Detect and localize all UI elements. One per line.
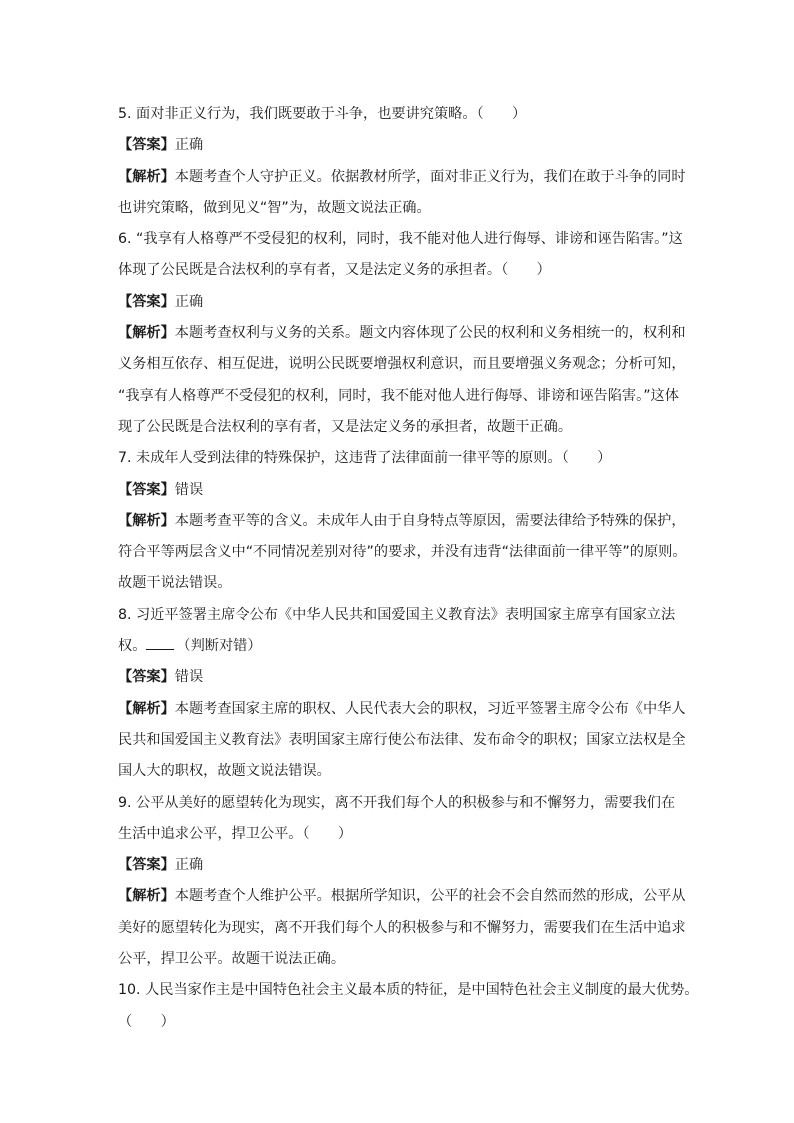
- analysis-text: 本题考查国家主席的职权、人民代表大会的职权，习近平签署主席令公布《中华人: [174, 700, 686, 717]
- answer-value: 错误: [174, 669, 204, 686]
- question-9-analysis: [118, 881, 688, 912]
- question-7-text: 7. 未成年人受到法律的特殊保护，这违背了法律面前一律平等的原则。（ ）: [118, 450, 612, 467]
- question-6-text: 6. “我享有人格尊严不受侵犯的权利，同时，我不能对他人进行侮辱、诽谤和诬告陷害。”这: [118, 231, 683, 248]
- answer-value: 正确: [174, 857, 204, 874]
- question-5-answer: [118, 130, 688, 161]
- analysis-tag: 【解析】: [118, 700, 175, 717]
- analysis-tag: 【解析】: [118, 168, 175, 185]
- analysis-line: “我享有人格尊严不受侵犯的权利，同时，我不能对他人进行侮辱、诽谤和诬告陷害。”这体: [118, 387, 679, 404]
- analysis-text: 本题考查个人守护正义。依据教材所学，面对非正义行为，我们在敢于斗争的同时: [174, 168, 686, 185]
- document-page: [118, 99, 699, 1038]
- analysis-text: 本题考查个人维护公平。根据所学知识，公平的社会不会自然而然的形成，公平从: [174, 888, 686, 905]
- question-6-text-cont: 体现了公民既是合法权利的享有者，又是法定义务的承担者。（ ）: [118, 262, 551, 279]
- question-9-text: 9. 公平从美好的愿望转化为现实，离不开我们每个人的积极参与和不懈努力，需要我们在: [118, 794, 676, 811]
- question-6-analysis: [118, 318, 688, 349]
- question-8-suffix: （判断对错）: [176, 638, 262, 655]
- analysis-text: 本题考查权利与义务的关系。题文内容体现了公民的权利和义务相统一的，权利和: [174, 325, 686, 342]
- question-7-answer: [118, 475, 688, 506]
- question-8-prefix: 权。: [118, 638, 147, 655]
- question-10-text-cont: （ ）: [118, 1013, 175, 1030]
- question-8-text: 8. 习近平签署主席令公布《中华人民共和国爱国主义教育法》表明国家主席享有国家立法: [118, 606, 676, 623]
- question-8-text-cont: [118, 631, 688, 662]
- answer-tag: 【答案】: [118, 857, 175, 874]
- analysis-line: 现了公民既是合法权利的享有者，又是法定义务的承担者，故题干正确。: [118, 418, 573, 435]
- analysis-text: 本题考查平等的含义。未成年人由于自身特点等原因，需要法律给予特殊的保护，: [174, 512, 686, 529]
- question-9-answer: [118, 850, 688, 881]
- analysis-line: 义务相互依存、相互促进，说明公民既要增强权利意识，而且要增强义务观念；分析可知，: [118, 356, 686, 373]
- question-9-text-cont: 生活中追求公平，捍卫公平。（ ）: [118, 825, 353, 842]
- analysis-line: 民共和国爱国主义教育法》表明国家主席行使公布法律、发布命令的职权；国家立法权是全: [118, 731, 686, 748]
- answer-value: 正确: [174, 137, 204, 154]
- answer-blank[interactable]: [146, 635, 174, 650]
- analysis-line: 也讲究策略，做到见义“智”为，故题文说法正确。: [118, 199, 431, 216]
- analysis-line: 国人大的职权，故题文说法错误。: [118, 763, 331, 780]
- analysis-tag: 【解析】: [118, 325, 175, 342]
- question-5-text: 5. 面对非正义行为，我们既要敢于斗争，也要讲究策略。（ ）: [118, 106, 527, 122]
- question-8-answer: [118, 662, 688, 693]
- question-6-answer: [118, 287, 688, 318]
- answer-value: 错误: [174, 481, 204, 498]
- analysis-line: 美好的愿望转化为现实，离不开我们每个人的积极参与和不懈努力，需要我们在生活中追求: [118, 919, 686, 936]
- answer-tag: 【答案】: [118, 481, 175, 498]
- answer-tag: 【答案】: [118, 137, 175, 154]
- answer-value: 正确: [174, 293, 204, 310]
- answer-tag: 【答案】: [118, 669, 175, 686]
- analysis-line: 符合平等两层含义中“不同情况差别对待”的要求，并没有违背“法律面前一律平等”的原则。: [118, 544, 687, 561]
- analysis-tag: 【解析】: [118, 512, 175, 529]
- analysis-line: 公平，捍卫公平。故题干说法正确。: [118, 951, 346, 968]
- analysis-line: 故题干说法错误。: [118, 575, 232, 592]
- question-5-analysis: [118, 162, 688, 193]
- question-7-analysis: [118, 506, 688, 537]
- analysis-tag: 【解析】: [118, 888, 175, 905]
- answer-tag: 【答案】: [118, 293, 175, 310]
- question-10-text: 10. 人民当家作主是中国特色社会主义最本质的特征，是中国特色社会主义制度的最大优势。: [118, 982, 699, 999]
- question-8-analysis: [118, 694, 688, 725]
